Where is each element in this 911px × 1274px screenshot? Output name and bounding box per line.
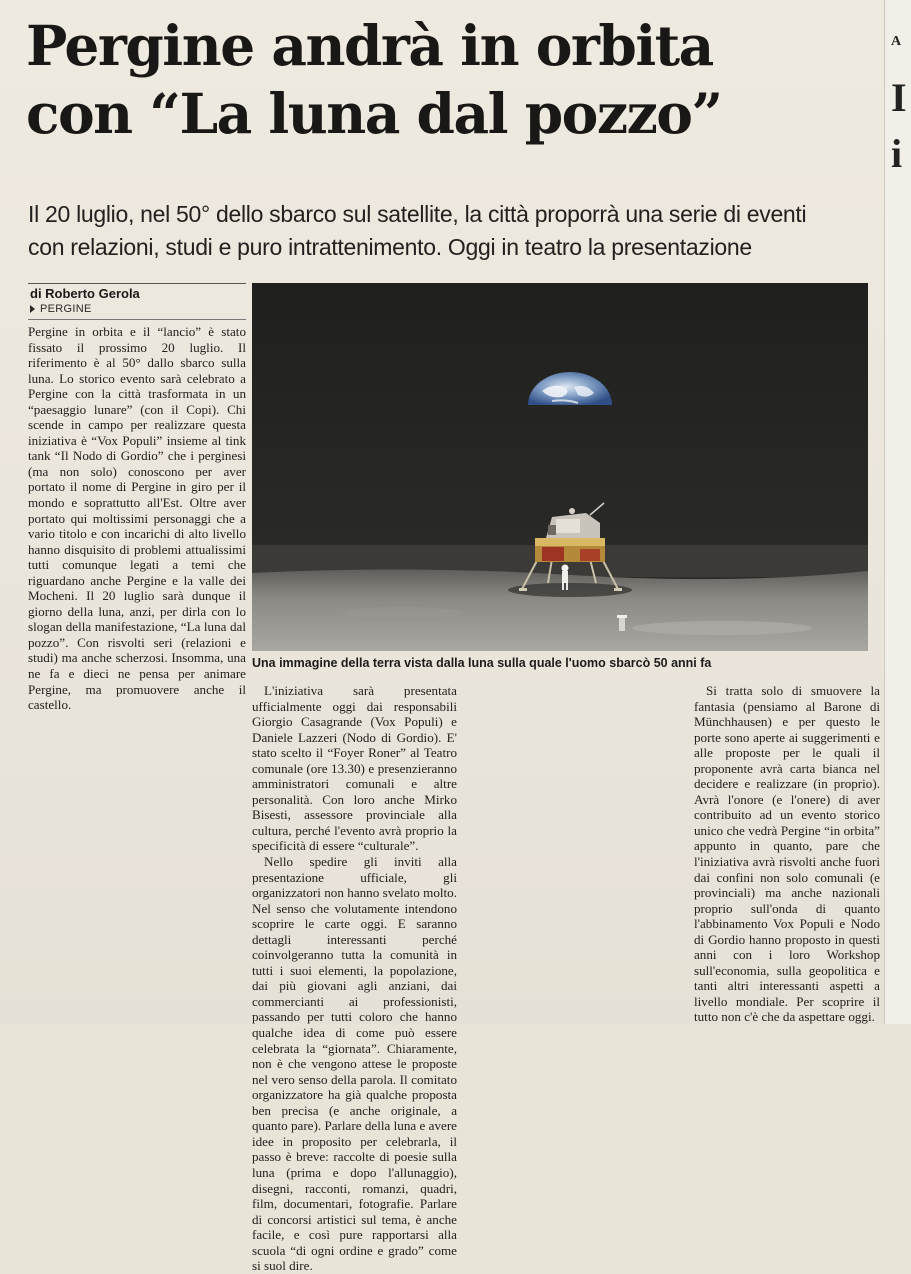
byline-rule-top bbox=[28, 283, 246, 284]
photo-earthrise bbox=[252, 283, 868, 651]
article-paragraph-3: Nello spedire gli inviti alla presentazione ufficiale, gli organizzatori non hanno svelato molto. Nel senso che volutamente intendono scoprire le carte oggi. E saranno dettagli interessanti perché coinvolgeranno tutta la comunità in tutti i suoi elementi, la popolazione, dai più giovani agli anziani, dai commercianti ai professionisti, passando per tutti coloro che hanno qualche idea di come può essere celebrata la “giornata”. Chiaramente, non è che vengono attese le proposte nel vero senso della parola. Il comitato organizzatore ha già qualche proposta ben precisa (e anche originale, a quanto pare). Parlare della luna e avere idee in proposito per celebrarla, il passo è breve: raccolte di poesie sulla luna (prima e dopo l'allunaggio), disegni, racconti, romanzi, quadri, film, documentari, fotografie. Parlare di concorsi artistici sul tema, è anche facile, e così pure rapportarsi alla scuola “di ogni ordine e grado” come si suol dire. bbox=[252, 854, 457, 1274]
photo-caption: Una immagine della terra vista dalla luna sulla quale l'uomo sbarcò 50 anni fa bbox=[252, 656, 712, 670]
adjacent-page-edge bbox=[884, 0, 911, 1024]
subheadline-line-2: con relazioni, studi e puro intrattenimento. Oggi in teatro la presentazione bbox=[28, 234, 752, 260]
article-column-1 bbox=[28, 324, 246, 713]
headline bbox=[26, 12, 876, 148]
article-paragraph-1: Pergine in orbita e il “lancio” è stato fissato il prossimo 20 luglio. Il riferimento è al 50° dallo sbarco sulla luna. Lo storico evento sarà celebrato a Pergine con la città trasformata in un “paesaggio lunare” (con il Copi). Chi scende in campo per realizzare questa iniziativa è “Vox Populi” insieme al tink tank “Il Nodo di Gordio” che i perginesi (ma non solo) conoscono per aver portato il nome di Pergine in giro per il mondo e soprattutto all'Est. Oltre aver portato qui moltissimi personaggi che a vario titolo e con incarichi di alto livello hanno disquisito di problemi attualissimi tutti comunque legati a temi che riguardano anche Pergine e la valle dei Mocheni. Il 20 luglio sarà dunque il giorno della luna, anzi, per dirla con lo slogan della manifestazione, “La luna dal pozzo”. Con risvolti seri (relazioni e studi) ma anche scherzosi. Insomma, una ne fa e dieci ne pensa per animare Pergine, ma promuovere anche il castello. bbox=[28, 324, 246, 713]
headline-line-1: Pergine andrà in orbita bbox=[26, 13, 713, 78]
adjacent-page-letter-3: i bbox=[891, 131, 903, 176]
dateline-place bbox=[30, 303, 92, 315]
byline-rule-bottom bbox=[28, 319, 246, 320]
triangle-marker-icon bbox=[30, 305, 35, 313]
article-paragraph-4: Si tratta solo di smuovere la fantasia (pensiamo al Barone di Münchhausen) e per questo le porte sono aperte ai suggerimenti e alle proposte per le quali il proponente avrà carta bianca nel decidere e realizzare (in proprio). Avrà l'onore (e l'onere) di aver contribuito ad un evento storico unico che vedrà Pergine “in orbita” appunto in quanto, pare che l'iniziativa avrà risvolti anche fuori dai confini non solo comunali (e provinciali) ma anche nazionali proprio sull'onda di quanto l'abbinamento Vox Populi e Nodo di Gordio hanno proposto in questi anni con i loro Workshop sull'economia, sulla geopolitica e tanti altri interessanti aspetti a livello mondiale. Per scoprire il tutto non c'è che da aspettare oggi. bbox=[694, 683, 880, 1025]
article-column-4 bbox=[694, 683, 880, 1025]
article-column-2 bbox=[252, 683, 457, 1274]
byline: di Roberto Gerola bbox=[30, 286, 140, 301]
adjacent-page-letter-2: I bbox=[891, 75, 907, 120]
subheadline bbox=[28, 198, 878, 264]
article-paragraph-2: L'iniziativa sarà presentata ufficialmente oggi dai responsabili Giorgio Casagrande (Vox Populi) e Daniele Lazzeri (Nodo di Gordio). E' stato scelto il “Foyer Roner” al Teatro comunale (ore 13.30) e presenzieranno amministratori comunali e altre personalità. Con loro anche Mirko Bisesti, assessore provinciale alla cultura, perché l'evento avrà proprio la specificità di essere “culturale”. bbox=[252, 683, 457, 854]
adjacent-page-letter-1: A bbox=[891, 34, 902, 49]
dateline-place-label: PERGINE bbox=[40, 303, 92, 315]
earthrise-illustration bbox=[252, 283, 868, 651]
subheadline-line-1: Il 20 luglio, nel 50° dello sbarco sul satellite, la città proporrà una serie di eventi bbox=[28, 201, 807, 227]
headline-line-2: con “La luna dal pozzo” bbox=[26, 81, 722, 146]
